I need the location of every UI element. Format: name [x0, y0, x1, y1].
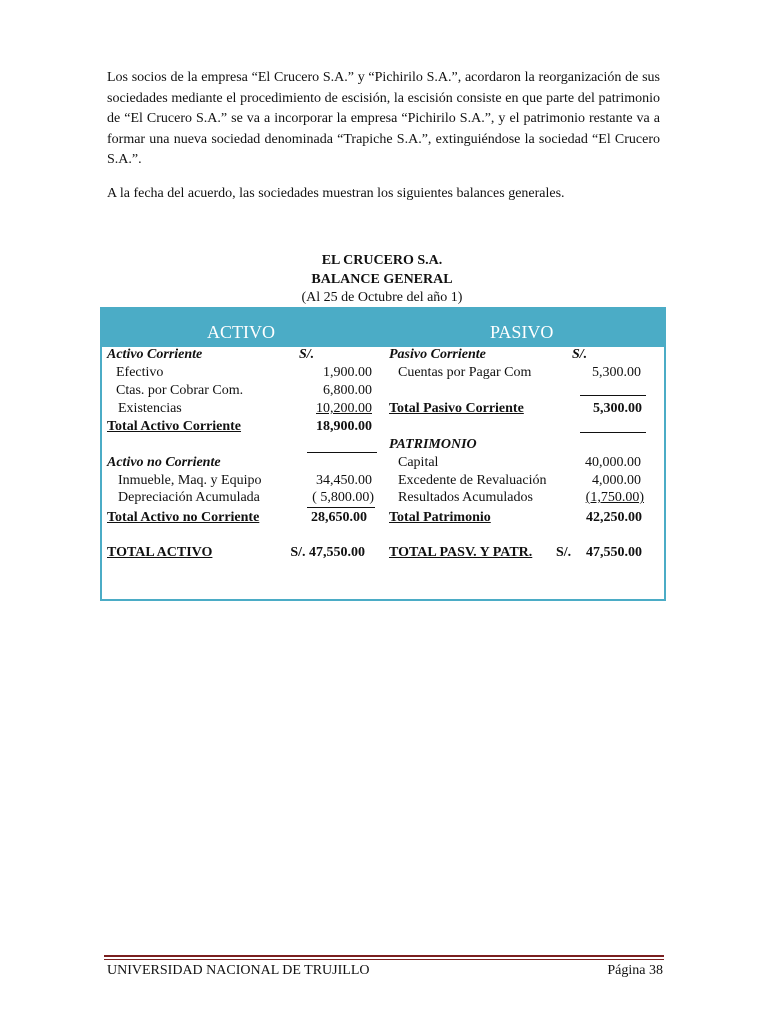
resultados-value: (1,750.00) [585, 490, 644, 505]
activo-no-corriente-label: Activo no Corriente [107, 455, 221, 470]
total-pasivo-currency: S/. [556, 545, 572, 560]
efectivo-label: Efectivo [116, 365, 164, 380]
total-activo-label: TOTAL ACTIVO [107, 545, 213, 560]
balance-banner [102, 309, 664, 347]
company-heading: EL CRUCERO S.A. [321, 253, 443, 268]
cuentas-pagar-value: 5,300.00 [592, 365, 641, 380]
balance-date: (Al 25 de Octubre del año 1) [301, 290, 463, 305]
pasivo-currency: S/. [572, 347, 588, 362]
balance-title: BALANCE GENERAL [311, 272, 453, 287]
total-underline [307, 452, 377, 453]
excedente-value: 4,000.00 [592, 473, 641, 488]
resultados-label: Resultados Acumulados [398, 490, 533, 505]
total-activo-corriente-label: Total Activo Corriente [107, 419, 242, 434]
inmueble-value: 34,450.00 [316, 473, 372, 488]
cuentas-pagar-label: Cuentas por Pagar Com [398, 365, 532, 380]
intro-paragraph: Los socios de la empresa “El Crucero S.A.” y “Pichirilo S.A.”, acordaron la reorganización de sus sociedades mediante el procedimiento de escisión, la escisión consiste en que parte del patrimonio de “El Crucero S.A.” se va a incorporar la empresa “Pichirilo S.A.”, y el patrimonio restante va a formar una nueva sociedad denominada “Trapiche S.A.”, extinguiéndose la sociedad “El Crucero S.A.”. [107, 70, 660, 167]
balance-sheet-table [100, 307, 666, 601]
existencias-value: 10,200.00 [316, 401, 372, 416]
capital-label: Capital [398, 455, 439, 470]
total-pasivo-corriente-value: 5,300.00 [593, 401, 642, 416]
existencias-label: Existencias [118, 401, 182, 416]
pasivo-heading: PASIVO [490, 322, 554, 342]
pasivo-corriente-label: Pasivo Corriente [389, 347, 486, 362]
activo-corriente-label: Activo Corriente [107, 347, 203, 362]
total-activo-value: S/. 47,550.00 [290, 545, 365, 560]
patrimonio-label: PATRIMONIO [389, 437, 477, 452]
total-activo-no-corriente-label: Total Activo no Corriente [107, 510, 260, 525]
excedente-label: Excedente de Revaluación [398, 473, 547, 488]
ctas-cobrar-value: 6,800.00 [323, 383, 372, 398]
inmueble-label: Inmueble, Maq. y Equipo [118, 473, 262, 488]
total-patrimonio-label: Total Patrimonio [389, 510, 491, 525]
depreciacion-label: Depreciación Acumulada [118, 490, 260, 505]
total-patrimonio-value: 42,250.00 [586, 510, 642, 525]
footer-university: UNIVERSIDAD NACIONAL DE TRUJILLO [107, 963, 370, 978]
activo-heading: ACTIVO [207, 322, 275, 342]
depreciacion-underline [307, 507, 375, 508]
footer-rule-thin [104, 959, 664, 960]
efectivo-value: 1,900.00 [323, 365, 372, 380]
intro-paragraph-2: A la fecha del acuerdo, las sociedades muestran los siguientes balances generales. [107, 186, 565, 201]
total-pasivo-patrimonio-label: TOTAL PASV. Y PATR. [389, 545, 533, 560]
footer-rule [104, 955, 664, 957]
ctas-cobrar-label: Ctas. por Cobrar Com. [116, 383, 244, 398]
capital-value: 40,000.00 [585, 455, 641, 470]
pasivo-total-underline [580, 432, 646, 433]
depreciacion-value: ( 5,800.00) [312, 490, 374, 505]
total-pasivo-patrimonio-value: 47,550.00 [586, 545, 642, 560]
footer-page-number: Página 38 [607, 963, 663, 978]
activo-currency: S/. [299, 347, 315, 362]
cuentas-underline [580, 395, 646, 396]
total-activo-no-corriente-value: 28,650.00 [311, 510, 367, 525]
total-pasivo-corriente-label: Total Pasivo Corriente [389, 401, 524, 416]
total-activo-corriente-value: 18,900.00 [316, 419, 372, 434]
